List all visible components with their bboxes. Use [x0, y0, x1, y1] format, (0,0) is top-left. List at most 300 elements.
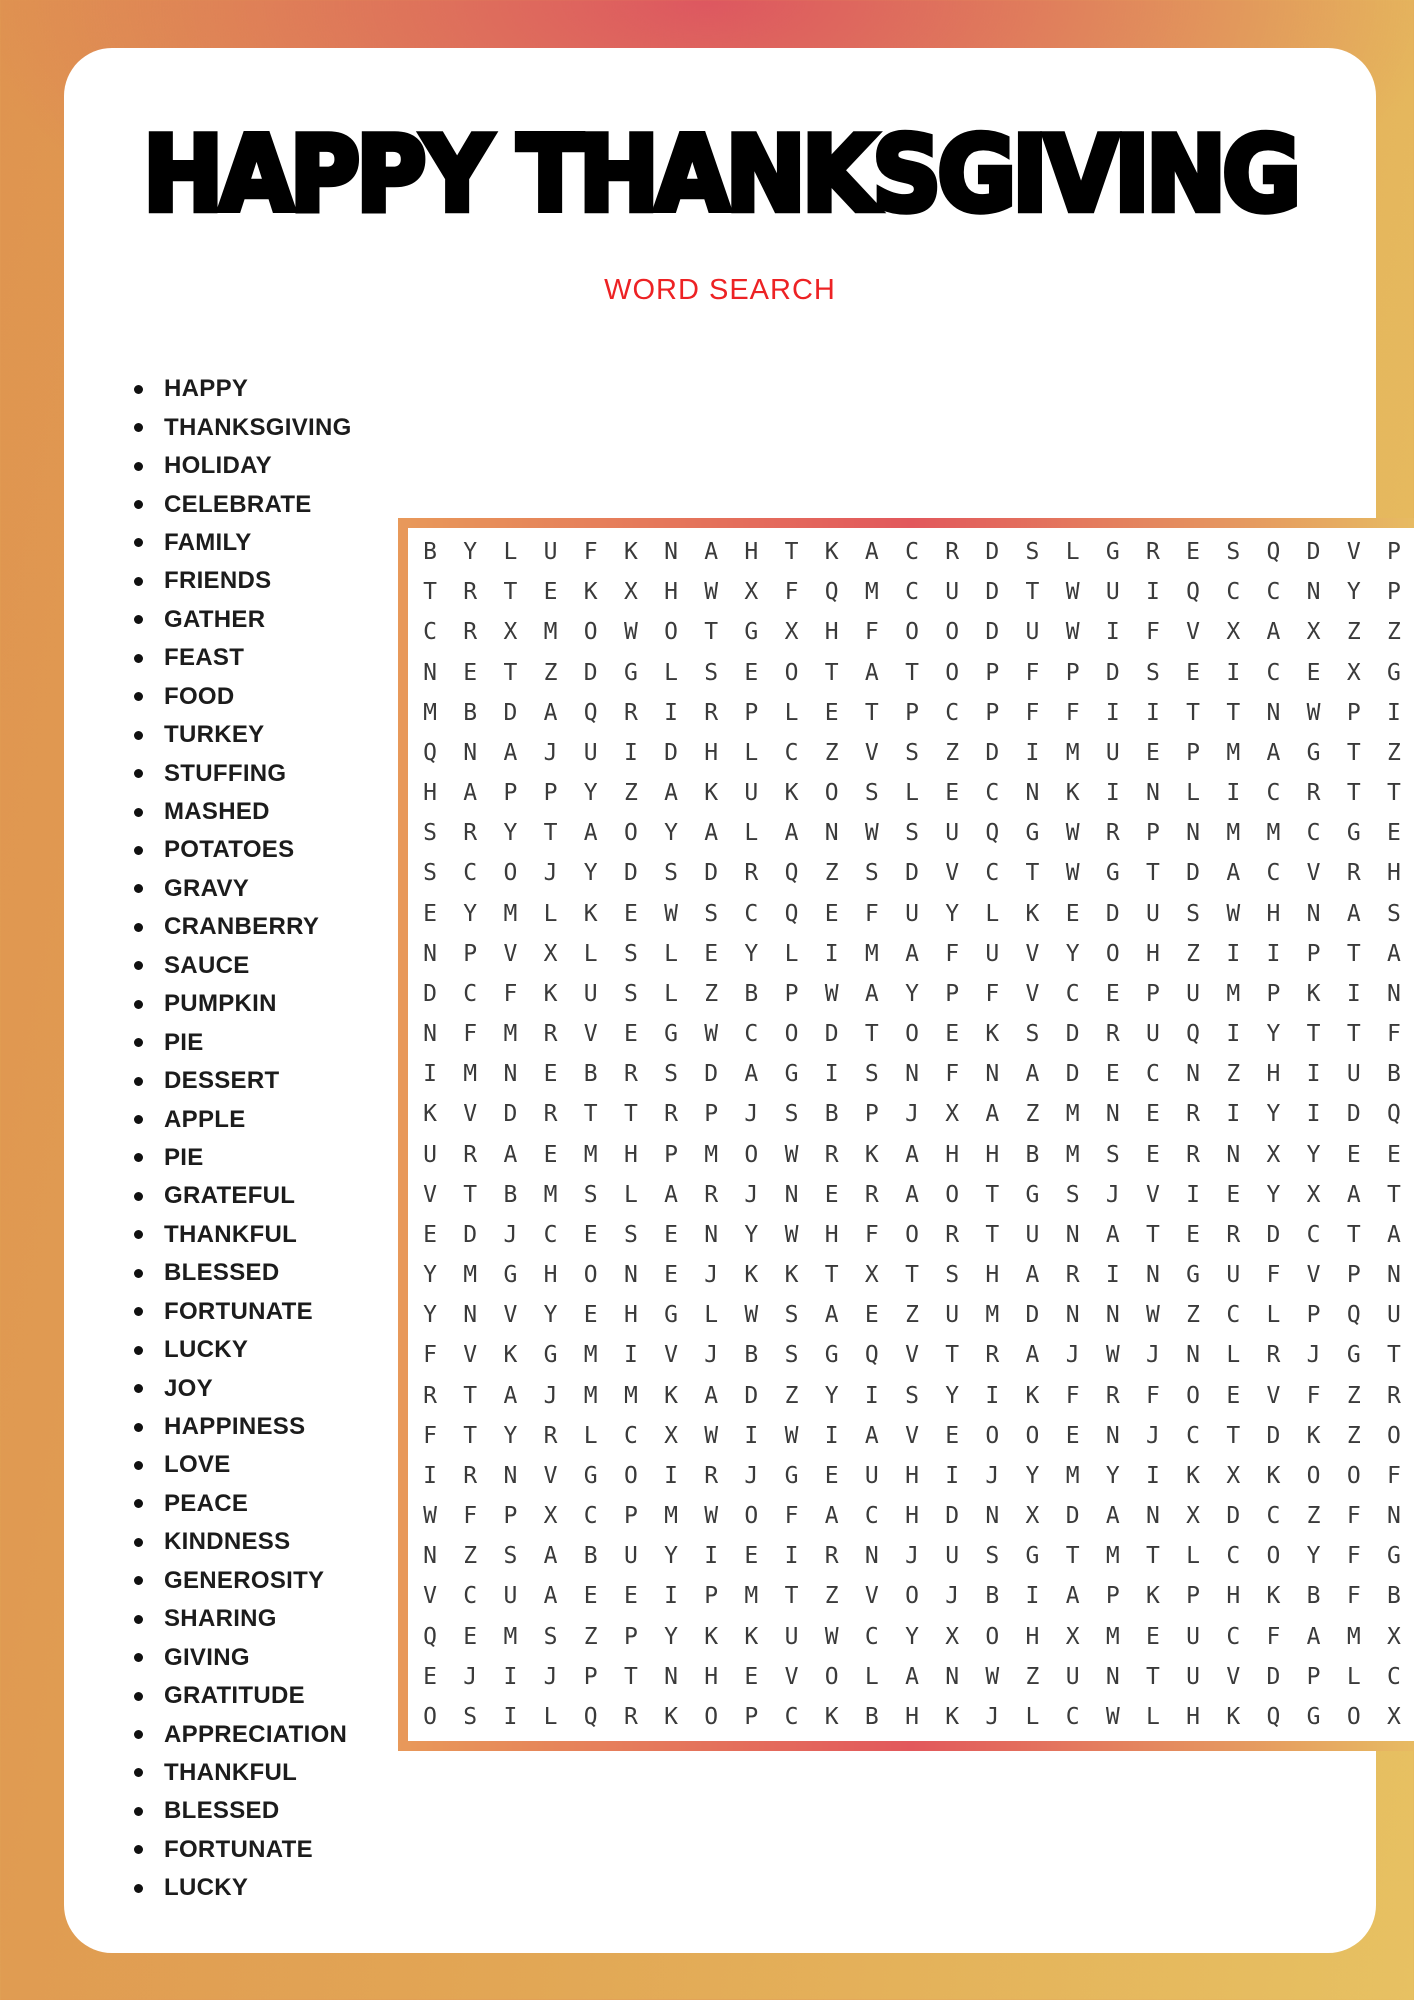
- grid-letter: Z: [1386, 739, 1401, 766]
- bullet-icon: [134, 1461, 143, 1470]
- grid-letter: I: [864, 1382, 879, 1409]
- grid-letter: Z: [824, 1583, 839, 1610]
- grid-letter: V: [543, 1462, 558, 1489]
- grid-letter: E: [704, 940, 719, 967]
- grid-letter: E: [543, 1141, 558, 1168]
- grid-letter: P: [945, 980, 960, 1007]
- grid-letter: Q: [985, 820, 1000, 847]
- grid-letter: D: [704, 1061, 719, 1088]
- grid-letter: W: [784, 1221, 799, 1248]
- grid-letter: N: [1186, 1342, 1201, 1369]
- grid-letter: W: [744, 1302, 759, 1329]
- grid-letter: Y: [664, 820, 678, 847]
- grid-letter: W: [704, 1503, 719, 1530]
- grid-letter: Y: [463, 900, 478, 927]
- grid-letter: K: [583, 579, 598, 606]
- grid-letter: D: [664, 739, 678, 766]
- grid-letter: B: [503, 1181, 518, 1208]
- grid-letter: Y: [664, 1623, 678, 1650]
- grid-letter: Z: [704, 980, 719, 1007]
- grid-letter: N: [905, 1061, 919, 1088]
- grid-letter: P: [1186, 739, 1201, 766]
- grid-letter: I: [1306, 1101, 1321, 1128]
- grid-letter: I: [1306, 1061, 1321, 1088]
- page-title: HAPPY THANKSGIVING: [143, 114, 1297, 235]
- grid-letter: A: [905, 1663, 919, 1690]
- grid-letter: U: [1386, 1302, 1401, 1329]
- grid-letter: I: [623, 1342, 638, 1369]
- grid-letter: L: [583, 940, 598, 967]
- grid-letter: U: [744, 780, 759, 807]
- grid-letter: D: [744, 1382, 759, 1409]
- grid-letter: O: [784, 1021, 799, 1048]
- grid-letter: E: [864, 1302, 879, 1329]
- grid-letter: A: [864, 659, 879, 686]
- bullet-icon: [134, 731, 143, 740]
- grid-letter: T: [623, 1663, 638, 1690]
- word-item-label: STUFFING: [164, 759, 287, 787]
- grid-letter: N: [1105, 1101, 1120, 1128]
- grid-letter: Q: [583, 699, 598, 726]
- grid-letter: C: [1266, 579, 1281, 606]
- grid-letter: Y: [423, 1262, 437, 1289]
- grid-letter: T: [824, 659, 839, 686]
- grid-letter: N: [423, 659, 437, 686]
- grid-letter: A: [905, 1181, 919, 1208]
- grid-letter: P: [543, 780, 558, 807]
- word-item-label: TURKEY: [164, 721, 265, 749]
- grid-letter: C: [864, 1623, 879, 1650]
- grid-letter: E: [1105, 1061, 1120, 1088]
- grid-letter: B: [985, 1583, 1000, 1610]
- grid-letter: E: [664, 1262, 678, 1289]
- grid-letter: E: [463, 659, 478, 686]
- grid-letter: C: [463, 980, 478, 1007]
- grid-letter: C: [1266, 780, 1281, 807]
- grid-letter: L: [1186, 780, 1201, 807]
- grid-letter: F: [864, 1221, 879, 1248]
- grid-letter: H: [905, 1503, 919, 1530]
- word-item-label: GRAVY: [164, 874, 250, 902]
- grid-letter: T: [1346, 739, 1361, 766]
- bullet-icon: [134, 1807, 143, 1816]
- grid-letter: U: [583, 739, 598, 766]
- grid-letter: I: [784, 1543, 799, 1570]
- grid-letter: B: [1386, 1061, 1401, 1088]
- grid-letter: F: [1025, 699, 1040, 726]
- grid-letter: K: [784, 1262, 799, 1289]
- grid-letter: X: [1346, 659, 1361, 686]
- grid-letter: P: [784, 980, 799, 1007]
- bullet-icon: [134, 538, 143, 547]
- grid-letter: F: [1266, 1262, 1281, 1289]
- grid-letter: K: [1266, 1583, 1281, 1610]
- grid-letter: E: [1346, 1141, 1361, 1168]
- grid-letter: T: [1146, 860, 1160, 887]
- grid-letter: O: [664, 619, 678, 646]
- word-item-label: PUMPKIN: [164, 990, 277, 1018]
- grid-letter: E: [744, 1663, 759, 1690]
- grid-letter: D: [945, 1503, 960, 1530]
- bullet-icon: [134, 1845, 143, 1854]
- word-item: [134, 524, 352, 562]
- grid-letter: E: [1226, 1181, 1241, 1208]
- grid-letter: A: [1346, 900, 1361, 927]
- word-item-label: GIVING: [164, 1643, 250, 1671]
- grid-letter: E: [543, 579, 558, 606]
- grid-letter: E: [1146, 1141, 1160, 1168]
- grid-letter: X: [945, 1101, 960, 1128]
- grid-letter: O: [824, 780, 839, 807]
- grid-letter: C: [623, 1422, 638, 1449]
- grid-letter: U: [1146, 900, 1160, 927]
- grid-letter: S: [583, 1181, 598, 1208]
- grid-letter: R: [463, 820, 478, 847]
- grid-letter: K: [503, 1342, 518, 1369]
- grid-letter: U: [1105, 739, 1120, 766]
- grid-letter: O: [744, 1141, 759, 1168]
- grid-letter: M: [1105, 1623, 1120, 1650]
- grid-letter: E: [583, 1302, 598, 1329]
- grid-letter: E: [1105, 980, 1120, 1007]
- grid-letter: A: [784, 820, 799, 847]
- grid-letter: L: [664, 980, 678, 1007]
- grid-letter: I: [1146, 1462, 1160, 1489]
- grid-letter: S: [905, 739, 919, 766]
- grid-letter: I: [423, 1061, 437, 1088]
- grid-letter: F: [1386, 1021, 1401, 1048]
- grid-letter: R: [463, 1141, 478, 1168]
- grid-letter: S: [543, 1623, 558, 1650]
- bullet-icon: [134, 1038, 143, 1047]
- grid-letter: V: [784, 1663, 799, 1690]
- grid-letter: W: [784, 1422, 799, 1449]
- grid-letter: H: [1386, 860, 1401, 887]
- word-item: [134, 870, 352, 908]
- grid-letter: R: [623, 699, 638, 726]
- grid-letter: B: [463, 699, 478, 726]
- grid-letter: N: [1065, 1302, 1080, 1329]
- grid-letter: T: [1226, 699, 1241, 726]
- grid-letter: M: [1346, 1623, 1361, 1650]
- grid-letter: N: [1226, 1141, 1241, 1168]
- grid-letter: T: [1386, 1342, 1401, 1369]
- word-item: [134, 1562, 352, 1600]
- word-item: [134, 1062, 352, 1100]
- grid-letter: T: [543, 820, 558, 847]
- grid-letter: J: [543, 1382, 558, 1409]
- grid-letter: P: [744, 1703, 759, 1730]
- word-item: [134, 408, 352, 446]
- grid-letter: D: [824, 1021, 839, 1048]
- grid-letter: K: [945, 1703, 960, 1730]
- grid-letter: N: [423, 1543, 437, 1570]
- grid-letter: R: [1226, 1221, 1241, 1248]
- grid-letter: U: [784, 1623, 799, 1650]
- bullet-icon: [134, 1384, 143, 1393]
- bullet-icon: [134, 1269, 143, 1278]
- grid-letter: R: [1306, 780, 1321, 807]
- grid-letter: V: [583, 1021, 598, 1048]
- grid-letter: P: [744, 699, 759, 726]
- grid-letter: F: [463, 1021, 478, 1048]
- grid-letter: K: [664, 1382, 678, 1409]
- grid-letter: S: [945, 1262, 960, 1289]
- grid-letter: G: [1386, 1543, 1401, 1570]
- grid-letter: I: [1226, 1101, 1241, 1128]
- grid-letter: O: [905, 619, 919, 646]
- grid-letter: R: [1386, 1382, 1401, 1409]
- grid-letter: D: [1025, 1302, 1040, 1329]
- grid-letter: E: [945, 1021, 960, 1048]
- grid-letter: T: [864, 1021, 879, 1048]
- grid-letter: U: [503, 1583, 518, 1610]
- grid-letter: N: [463, 739, 478, 766]
- grid-letter: R: [704, 699, 719, 726]
- bullet-icon: [134, 846, 143, 855]
- grid-letter: N: [864, 1543, 879, 1570]
- bullet-icon: [134, 808, 143, 817]
- grid-letter: F: [784, 1503, 799, 1530]
- grid-letter: X: [1186, 1503, 1201, 1530]
- grid-letter: I: [1226, 659, 1241, 686]
- grid-letter: O: [744, 1503, 759, 1530]
- bullet-icon: [134, 1077, 143, 1086]
- bullet-icon: [134, 1307, 143, 1316]
- grid-letter: X: [1266, 1141, 1281, 1168]
- grid-letter: I: [623, 739, 638, 766]
- grid-letter: G: [503, 1262, 518, 1289]
- grid-letter: I: [1025, 1583, 1040, 1610]
- grid-letter: E: [945, 780, 960, 807]
- grid-letter: L: [1186, 1543, 1201, 1570]
- grid-letter: U: [1025, 619, 1040, 646]
- grid-letter: G: [824, 1342, 839, 1369]
- grid-letter: G: [1025, 820, 1040, 847]
- grid-letter: P: [583, 1663, 598, 1690]
- grid-letter: E: [423, 1663, 437, 1690]
- grid-letter: M: [864, 940, 879, 967]
- bullet-icon: [134, 1499, 143, 1508]
- grid-letter: F: [503, 980, 518, 1007]
- grid-letter: J: [985, 1462, 1000, 1489]
- grid-letter: F: [463, 1503, 478, 1530]
- grid-letter: F: [1386, 1462, 1401, 1489]
- grid-letter: T: [583, 1101, 598, 1128]
- grid-letter: G: [744, 619, 759, 646]
- bullet-icon: [134, 385, 143, 394]
- grid-letter: L: [1226, 1342, 1241, 1369]
- grid-letter: E: [423, 1221, 437, 1248]
- grid-letter: S: [423, 860, 437, 887]
- grid-letter: A: [864, 980, 879, 1007]
- grid-letter: T: [1306, 1021, 1321, 1048]
- grid-letter: C: [1186, 1422, 1201, 1449]
- grid-letter: B: [583, 1543, 598, 1570]
- word-item: [134, 716, 352, 754]
- grid-letter: R: [985, 1342, 1000, 1369]
- grid-border: [398, 518, 1414, 1751]
- grid-letter: C: [744, 900, 759, 927]
- bullet-icon: [134, 1615, 143, 1624]
- grid-letter: P: [704, 1583, 719, 1610]
- grid-letter: S: [864, 860, 879, 887]
- grid-letter: A: [503, 739, 518, 766]
- grid-letter: V: [1226, 1663, 1241, 1690]
- grid-letter: B: [864, 1703, 879, 1730]
- grid-letter: M: [1065, 1141, 1080, 1168]
- word-item: [134, 485, 352, 523]
- grid-letter: G: [1306, 739, 1321, 766]
- grid-letter: E: [543, 1061, 558, 1088]
- grid-letter: K: [1186, 1462, 1201, 1489]
- grid-letter: U: [945, 1302, 960, 1329]
- grid-letter: X: [1306, 619, 1321, 646]
- grid-letter: Q: [1266, 539, 1281, 566]
- grid-letter: I: [1105, 1262, 1120, 1289]
- grid-letter: I: [744, 1422, 759, 1449]
- grid-letter: G: [664, 1302, 678, 1329]
- word-item-label: BLESSED: [164, 1259, 280, 1287]
- grid-letter: L: [503, 539, 518, 566]
- grid-letter: G: [543, 1342, 558, 1369]
- grid-letter: P: [1346, 1262, 1361, 1289]
- grid-letter: M: [1105, 1543, 1120, 1570]
- grid-letter: W: [423, 1503, 437, 1530]
- grid-letter: W: [664, 900, 678, 927]
- grid-letter: A: [543, 1543, 558, 1570]
- grid-letter: T: [985, 1221, 1000, 1248]
- grid-letter: W: [985, 1663, 1000, 1690]
- grid-letter: L: [664, 659, 678, 686]
- grid-letter: F: [1346, 1543, 1361, 1570]
- grid-letter: M: [583, 1382, 598, 1409]
- bullet-icon: [134, 1000, 143, 1009]
- grid-letter: C: [744, 1021, 759, 1048]
- grid-letter: D: [1186, 860, 1201, 887]
- word-item: [134, 793, 352, 831]
- grid-letter: P: [1105, 1583, 1120, 1610]
- grid-letter: D: [1105, 659, 1120, 686]
- grid-letter: B: [744, 980, 759, 1007]
- grid-letter: C: [583, 1503, 598, 1530]
- grid-letter: D: [905, 860, 919, 887]
- grid-letter: G: [784, 1462, 799, 1489]
- grid-letter: I: [664, 1462, 678, 1489]
- grid-letter: P: [1186, 1583, 1201, 1610]
- grid-letter: U: [1186, 1623, 1201, 1650]
- grid-letter: X: [1386, 1623, 1401, 1650]
- grid-letter: O: [1346, 1462, 1361, 1489]
- grid-letter: M: [543, 619, 558, 646]
- grid-letter: E: [1065, 900, 1080, 927]
- grid-letter: N: [1065, 1221, 1080, 1248]
- grid-letter: T: [1346, 940, 1361, 967]
- word-item-label: APPRECIATION: [164, 1720, 348, 1748]
- grid-letter: K: [1146, 1583, 1160, 1610]
- word-item: [134, 601, 352, 639]
- grid-letter: W: [824, 1623, 839, 1650]
- grid-letter: A: [1346, 1181, 1361, 1208]
- word-item-label: GRATITUDE: [164, 1682, 305, 1710]
- grid-letter: M: [1226, 739, 1241, 766]
- grid-letter: E: [1146, 1623, 1160, 1650]
- grid-letter: N: [1306, 579, 1321, 606]
- grid-letter: A: [864, 539, 879, 566]
- grid-letter: I: [503, 1663, 518, 1690]
- grid-letter: P: [623, 1503, 638, 1530]
- grid-letter: S: [864, 1061, 879, 1088]
- word-item-label: LUCKY: [164, 1336, 249, 1364]
- grid-letter: L: [905, 780, 919, 807]
- grid-letter: E: [1186, 539, 1201, 566]
- grid-letter: F: [864, 900, 879, 927]
- grid-letter: R: [704, 1462, 719, 1489]
- grid-letter: D: [623, 860, 638, 887]
- grid-letter: P: [1146, 820, 1160, 847]
- grid-letter: I: [1266, 940, 1281, 967]
- word-item: [134, 1715, 352, 1753]
- grid-letter: R: [543, 1021, 558, 1048]
- bullet-icon: [134, 923, 143, 932]
- grid-letter: X: [543, 940, 558, 967]
- grid-letter: H: [985, 1262, 1000, 1289]
- word-item: [134, 639, 352, 677]
- grid-letter: A: [905, 940, 919, 967]
- grid-letter: F: [1025, 659, 1040, 686]
- grid-letter: Y: [1346, 579, 1361, 606]
- grid-letter: U: [864, 1462, 879, 1489]
- grid-letter: S: [1226, 539, 1241, 566]
- grid-letter: N: [1146, 1503, 1160, 1530]
- grid-letter: K: [1226, 1703, 1241, 1730]
- grid-letter: N: [1266, 699, 1281, 726]
- word-item: [134, 1677, 352, 1715]
- grid-letter: T: [1186, 699, 1201, 726]
- grid-letter: I: [824, 1422, 839, 1449]
- grid-letter: D: [985, 739, 1000, 766]
- grid-letter: Y: [1266, 1101, 1281, 1128]
- grid-letter: L: [1025, 1703, 1040, 1730]
- grid-letter: E: [1186, 1221, 1201, 1248]
- word-item: [134, 1100, 352, 1138]
- grid-letter: K: [704, 780, 719, 807]
- word-item: [134, 1600, 352, 1638]
- grid-letter: N: [945, 1663, 960, 1690]
- grid-letter: R: [1105, 1382, 1120, 1409]
- grid-letter: U: [1146, 1021, 1160, 1048]
- bullet-icon: [134, 884, 143, 893]
- grid-letter: T: [623, 1101, 638, 1128]
- word-item-label: FOOD: [164, 682, 235, 710]
- word-item-label: FEAST: [164, 644, 245, 672]
- grid-letter: M: [423, 699, 437, 726]
- grid-letter: N: [1146, 1262, 1160, 1289]
- grid-letter: E: [664, 1221, 678, 1248]
- grid-letter: Q: [1346, 1302, 1361, 1329]
- grid-letter: W: [784, 1141, 799, 1168]
- grid-letter: T: [864, 699, 879, 726]
- grid-letter: Y: [744, 940, 759, 967]
- grid-letter: G: [1386, 659, 1401, 686]
- grid-letter: H: [744, 539, 759, 566]
- word-item: [134, 370, 352, 408]
- grid-letter: E: [623, 900, 638, 927]
- grid-letter: U: [1226, 1262, 1241, 1289]
- grid-letter: J: [704, 1342, 719, 1369]
- grid-letter: L: [623, 1181, 638, 1208]
- grid-letter: T: [905, 659, 919, 686]
